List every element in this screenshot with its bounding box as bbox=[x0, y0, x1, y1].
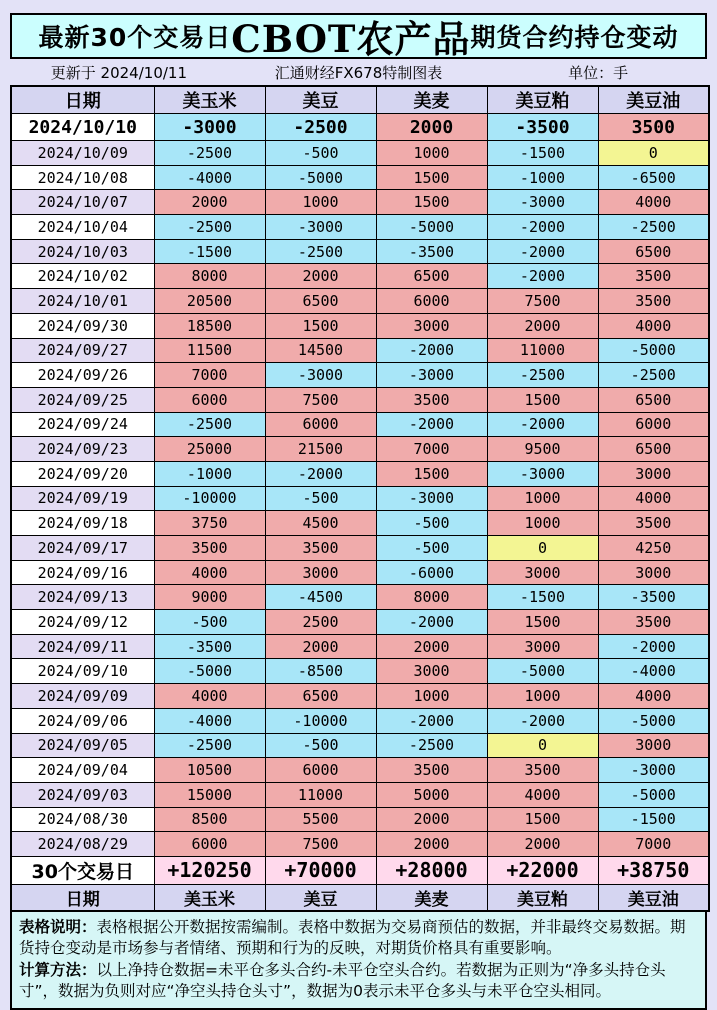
value-cell: 3000 bbox=[598, 461, 709, 486]
table-row bbox=[11, 560, 709, 585]
value-cell: -4000 bbox=[154, 708, 265, 733]
value-cell: -5000 bbox=[154, 659, 265, 684]
table-row bbox=[11, 536, 709, 561]
value-cell: 3500 bbox=[376, 758, 487, 783]
value-cell: 4000 bbox=[598, 684, 709, 709]
value-cell: -3000 bbox=[598, 758, 709, 783]
summary-value: +120250 bbox=[154, 856, 265, 884]
positions-table bbox=[10, 85, 710, 912]
value-cell: 18500 bbox=[154, 313, 265, 338]
value-cell: 2000 bbox=[265, 264, 376, 289]
value-cell: -3000 bbox=[376, 486, 487, 511]
date-cell: 2024/09/16 bbox=[11, 560, 154, 585]
value-cell: 2000 bbox=[376, 114, 487, 141]
value-cell: 11000 bbox=[487, 338, 598, 363]
value-cell: 9000 bbox=[154, 585, 265, 610]
value-cell: -2500 bbox=[265, 239, 376, 264]
table-row bbox=[11, 363, 709, 388]
value-cell: -5000 bbox=[598, 338, 709, 363]
column-header: 日期 bbox=[11, 86, 154, 114]
value-cell: 1500 bbox=[376, 165, 487, 190]
value-cell: -4500 bbox=[265, 585, 376, 610]
table-row bbox=[11, 708, 709, 733]
value-cell: -2500 bbox=[598, 215, 709, 240]
date-cell: 2024/09/03 bbox=[11, 782, 154, 807]
value-cell: 3500 bbox=[265, 536, 376, 561]
table-row bbox=[11, 758, 709, 783]
value-cell: 6000 bbox=[265, 758, 376, 783]
value-cell: 6000 bbox=[265, 412, 376, 437]
date-cell: 2024/10/10 bbox=[11, 114, 154, 141]
table-row bbox=[11, 634, 709, 659]
value-cell: 3500 bbox=[598, 511, 709, 536]
table-row bbox=[11, 289, 709, 314]
value-cell: 6500 bbox=[598, 387, 709, 412]
value-cell: 4000 bbox=[598, 190, 709, 215]
value-cell: 6000 bbox=[154, 832, 265, 857]
unit-label: 单位：手 bbox=[568, 63, 629, 82]
value-cell: -500 bbox=[265, 141, 376, 166]
value-cell: 3500 bbox=[154, 536, 265, 561]
value-cell: -2500 bbox=[265, 114, 376, 141]
footer-column-header: 美豆油 bbox=[598, 884, 709, 911]
value-cell: 1000 bbox=[376, 684, 487, 709]
value-cell: 1500 bbox=[487, 807, 598, 832]
table-row bbox=[11, 437, 709, 462]
header-row bbox=[11, 86, 709, 114]
updated-timestamp: 更新于 2024/10/11 bbox=[50, 63, 188, 82]
title-segment-tail: 期货合约持仓变动 bbox=[470, 23, 679, 52]
value-cell: 4000 bbox=[487, 782, 598, 807]
value-cell: -500 bbox=[265, 733, 376, 758]
value-cell: 1000 bbox=[265, 190, 376, 215]
footer-column-header: 美麦 bbox=[376, 884, 487, 911]
value-cell: -5000 bbox=[265, 165, 376, 190]
footnote-method-label: 计算方法： bbox=[19, 960, 97, 979]
summary-value: +28000 bbox=[376, 856, 487, 884]
value-cell: 0 bbox=[598, 141, 709, 166]
value-cell: 3000 bbox=[265, 560, 376, 585]
subtitle-bar bbox=[10, 59, 707, 85]
value-cell: 2000 bbox=[265, 634, 376, 659]
table-row bbox=[11, 114, 709, 141]
title-segment-cbot: CBOT农产品 bbox=[231, 17, 471, 61]
table-row bbox=[11, 338, 709, 363]
value-cell: 4500 bbox=[265, 511, 376, 536]
value-cell: 3000 bbox=[376, 313, 487, 338]
column-header: 美豆油 bbox=[598, 86, 709, 114]
table-row bbox=[11, 832, 709, 857]
table-row bbox=[11, 412, 709, 437]
value-cell: -3500 bbox=[154, 634, 265, 659]
value-cell: 3500 bbox=[598, 264, 709, 289]
value-cell: 6500 bbox=[598, 437, 709, 462]
value-cell: -10000 bbox=[265, 708, 376, 733]
value-cell: -8500 bbox=[265, 659, 376, 684]
value-cell: 4250 bbox=[598, 536, 709, 561]
value-cell: -5000 bbox=[376, 215, 487, 240]
value-cell: -3000 bbox=[376, 363, 487, 388]
value-cell: -500 bbox=[376, 511, 487, 536]
date-cell: 2024/09/05 bbox=[11, 733, 154, 758]
value-cell: 3500 bbox=[487, 758, 598, 783]
summary-value: +22000 bbox=[487, 856, 598, 884]
value-cell: -3000 bbox=[487, 190, 598, 215]
value-cell: 5000 bbox=[376, 782, 487, 807]
date-cell: 2024/09/11 bbox=[11, 634, 154, 659]
value-cell: 1000 bbox=[487, 511, 598, 536]
footnote bbox=[10, 912, 707, 1010]
value-cell: -10000 bbox=[154, 486, 265, 511]
value-cell: 7000 bbox=[154, 363, 265, 388]
value-cell: -6500 bbox=[598, 165, 709, 190]
date-cell: 2024/10/08 bbox=[11, 165, 154, 190]
date-cell: 2024/09/06 bbox=[11, 708, 154, 733]
table-row bbox=[11, 387, 709, 412]
value-cell: -2000 bbox=[487, 264, 598, 289]
value-cell: 8000 bbox=[154, 264, 265, 289]
value-cell: -1000 bbox=[154, 461, 265, 486]
value-cell: 2000 bbox=[487, 313, 598, 338]
table-row bbox=[11, 807, 709, 832]
footnote-description bbox=[19, 917, 698, 960]
table-row bbox=[11, 585, 709, 610]
value-cell: 21500 bbox=[265, 437, 376, 462]
value-cell: -1000 bbox=[487, 165, 598, 190]
value-cell: 3750 bbox=[154, 511, 265, 536]
date-cell: 2024/09/27 bbox=[11, 338, 154, 363]
date-cell: 2024/10/02 bbox=[11, 264, 154, 289]
value-cell: -2000 bbox=[265, 461, 376, 486]
table-row bbox=[11, 215, 709, 240]
value-cell: 0 bbox=[487, 536, 598, 561]
table-row bbox=[11, 659, 709, 684]
date-cell: 2024/09/25 bbox=[11, 387, 154, 412]
value-cell: 8000 bbox=[376, 585, 487, 610]
value-cell: 1000 bbox=[487, 684, 598, 709]
value-cell: -2000 bbox=[487, 239, 598, 264]
footer-column-header: 美玉米 bbox=[154, 884, 265, 911]
date-cell: 2024/09/19 bbox=[11, 486, 154, 511]
table-row bbox=[11, 190, 709, 215]
value-cell: 3500 bbox=[598, 610, 709, 635]
footnote-description-text: 表格根据公开数据按需编制。表格中数据为交易商预估的数据，并非最终交易数据。期货持仓变动是市场参与者情绪、预期和行为的反映，对期货价格具有重要影响。 bbox=[19, 917, 686, 958]
value-cell: 6000 bbox=[376, 289, 487, 314]
value-cell: 2000 bbox=[154, 190, 265, 215]
value-cell: 1000 bbox=[487, 486, 598, 511]
value-cell: -1500 bbox=[154, 239, 265, 264]
value-cell: 6500 bbox=[376, 264, 487, 289]
summary-value: +70000 bbox=[265, 856, 376, 884]
value-cell: 14500 bbox=[265, 338, 376, 363]
value-cell: -4000 bbox=[598, 659, 709, 684]
summary-value: +38750 bbox=[598, 856, 709, 884]
date-cell: 2024/09/30 bbox=[11, 313, 154, 338]
table-row bbox=[11, 239, 709, 264]
value-cell: 11500 bbox=[154, 338, 265, 363]
value-cell: -2000 bbox=[376, 412, 487, 437]
value-cell: 4000 bbox=[154, 560, 265, 585]
page-title bbox=[10, 13, 707, 59]
value-cell: -3000 bbox=[154, 114, 265, 141]
column-header: 美豆粕 bbox=[487, 86, 598, 114]
value-cell: 3000 bbox=[487, 634, 598, 659]
value-cell: 1500 bbox=[487, 387, 598, 412]
table-row bbox=[11, 165, 709, 190]
value-cell: -2000 bbox=[487, 412, 598, 437]
table-row bbox=[11, 610, 709, 635]
value-cell: 6000 bbox=[154, 387, 265, 412]
value-cell: -2500 bbox=[487, 363, 598, 388]
date-cell: 2024/09/10 bbox=[11, 659, 154, 684]
value-cell: 1000 bbox=[376, 141, 487, 166]
value-cell: -2500 bbox=[154, 412, 265, 437]
value-cell: -2000 bbox=[487, 708, 598, 733]
value-cell: 4000 bbox=[598, 313, 709, 338]
date-cell: 2024/10/09 bbox=[11, 141, 154, 166]
table-row bbox=[11, 782, 709, 807]
value-cell: -3500 bbox=[598, 585, 709, 610]
value-cell: -1500 bbox=[598, 807, 709, 832]
value-cell: 2000 bbox=[376, 807, 487, 832]
value-cell: -2500 bbox=[376, 733, 487, 758]
value-cell: 3000 bbox=[487, 560, 598, 585]
column-header: 美麦 bbox=[376, 86, 487, 114]
footnote-method-text: 以上净持仓数据=未平仓多头合约-未平仓空头合约。若数据为正则为“净多头持仓头寸”，数据为负则对应“净空头持仓头寸”，数据为0表示未平仓多头与未平仓空头相同。 bbox=[19, 960, 666, 1001]
value-cell: -3000 bbox=[487, 461, 598, 486]
value-cell: 3500 bbox=[376, 387, 487, 412]
value-cell: 6500 bbox=[598, 239, 709, 264]
table-row bbox=[11, 313, 709, 338]
value-cell: -2000 bbox=[598, 634, 709, 659]
value-cell: 0 bbox=[487, 733, 598, 758]
value-cell: -500 bbox=[376, 536, 487, 561]
value-cell: 6500 bbox=[265, 289, 376, 314]
value-cell: 3000 bbox=[598, 560, 709, 585]
column-header: 美玉米 bbox=[154, 86, 265, 114]
date-cell: 2024/09/12 bbox=[11, 610, 154, 635]
date-cell: 2024/09/20 bbox=[11, 461, 154, 486]
footer-header-row bbox=[11, 884, 709, 911]
table-row bbox=[11, 461, 709, 486]
value-cell: -2000 bbox=[376, 338, 487, 363]
date-cell: 2024/09/09 bbox=[11, 684, 154, 709]
date-cell: 2024/09/04 bbox=[11, 758, 154, 783]
value-cell: -2000 bbox=[487, 215, 598, 240]
value-cell: -5000 bbox=[598, 708, 709, 733]
value-cell: 7500 bbox=[265, 832, 376, 857]
value-cell: 7000 bbox=[376, 437, 487, 462]
footnote-description-label: 表格说明： bbox=[19, 917, 97, 936]
value-cell: -3000 bbox=[265, 215, 376, 240]
table-body bbox=[11, 114, 709, 857]
value-cell: -2500 bbox=[154, 733, 265, 758]
value-cell: -5000 bbox=[487, 659, 598, 684]
value-cell: -2500 bbox=[154, 141, 265, 166]
value-cell: 1500 bbox=[376, 461, 487, 486]
title-segment-lead: 最新30个交易日 bbox=[38, 23, 232, 52]
value-cell: -2500 bbox=[154, 215, 265, 240]
value-cell: 6500 bbox=[265, 684, 376, 709]
value-cell: 3000 bbox=[376, 659, 487, 684]
value-cell: 3500 bbox=[598, 289, 709, 314]
value-cell: 2500 bbox=[265, 610, 376, 635]
value-cell: 7500 bbox=[265, 387, 376, 412]
value-cell: 5500 bbox=[265, 807, 376, 832]
table-row bbox=[11, 486, 709, 511]
source-label: 汇通财经FX678特制图表 bbox=[274, 63, 443, 82]
footer-column-header: 美豆 bbox=[265, 884, 376, 911]
footer-column-header: 日期 bbox=[11, 884, 154, 911]
table-row bbox=[11, 684, 709, 709]
value-cell: 2000 bbox=[487, 832, 598, 857]
value-cell: 11000 bbox=[265, 782, 376, 807]
value-cell: -4000 bbox=[154, 165, 265, 190]
value-cell: -1500 bbox=[487, 141, 598, 166]
date-cell: 2024/10/03 bbox=[11, 239, 154, 264]
value-cell: 6000 bbox=[598, 412, 709, 437]
value-cell: -3500 bbox=[487, 114, 598, 141]
date-cell: 2024/08/30 bbox=[11, 807, 154, 832]
value-cell: 20500 bbox=[154, 289, 265, 314]
table-row bbox=[11, 141, 709, 166]
table-row bbox=[11, 511, 709, 536]
value-cell: -6000 bbox=[376, 560, 487, 585]
summary-label: 30个交易日 bbox=[11, 856, 154, 884]
value-cell: 7000 bbox=[598, 832, 709, 857]
value-cell: 1500 bbox=[487, 610, 598, 635]
value-cell: -500 bbox=[154, 610, 265, 635]
value-cell: -5000 bbox=[598, 782, 709, 807]
footnote-method bbox=[19, 960, 698, 1003]
value-cell: -2000 bbox=[376, 610, 487, 635]
value-cell: -3500 bbox=[376, 239, 487, 264]
column-header: 美豆 bbox=[265, 86, 376, 114]
date-cell: 2024/08/29 bbox=[11, 832, 154, 857]
summary-row bbox=[11, 856, 709, 884]
date-cell: 2024/09/24 bbox=[11, 412, 154, 437]
value-cell: -1500 bbox=[487, 585, 598, 610]
value-cell: 1500 bbox=[376, 190, 487, 215]
value-cell: 3000 bbox=[598, 733, 709, 758]
value-cell: 2000 bbox=[376, 634, 487, 659]
value-cell: 15000 bbox=[154, 782, 265, 807]
value-cell: 8500 bbox=[154, 807, 265, 832]
value-cell: 3500 bbox=[598, 114, 709, 141]
value-cell: -500 bbox=[265, 486, 376, 511]
date-cell: 2024/10/07 bbox=[11, 190, 154, 215]
date-cell: 2024/10/04 bbox=[11, 215, 154, 240]
date-cell: 2024/09/18 bbox=[11, 511, 154, 536]
value-cell: -3000 bbox=[265, 363, 376, 388]
value-cell: -2000 bbox=[376, 708, 487, 733]
value-cell: 9500 bbox=[487, 437, 598, 462]
value-cell: 10500 bbox=[154, 758, 265, 783]
footer-column-header: 美豆粕 bbox=[487, 884, 598, 911]
date-cell: 2024/09/23 bbox=[11, 437, 154, 462]
value-cell: 7500 bbox=[487, 289, 598, 314]
value-cell: 25000 bbox=[154, 437, 265, 462]
value-cell: 2000 bbox=[376, 832, 487, 857]
table-row bbox=[11, 264, 709, 289]
date-cell: 2024/09/26 bbox=[11, 363, 154, 388]
value-cell: -2500 bbox=[598, 363, 709, 388]
date-cell: 2024/09/13 bbox=[11, 585, 154, 610]
date-cell: 2024/09/17 bbox=[11, 536, 154, 561]
value-cell: 1500 bbox=[265, 313, 376, 338]
table-row bbox=[11, 733, 709, 758]
value-cell: 4000 bbox=[154, 684, 265, 709]
value-cell: 4000 bbox=[598, 486, 709, 511]
date-cell: 2024/10/01 bbox=[11, 289, 154, 314]
